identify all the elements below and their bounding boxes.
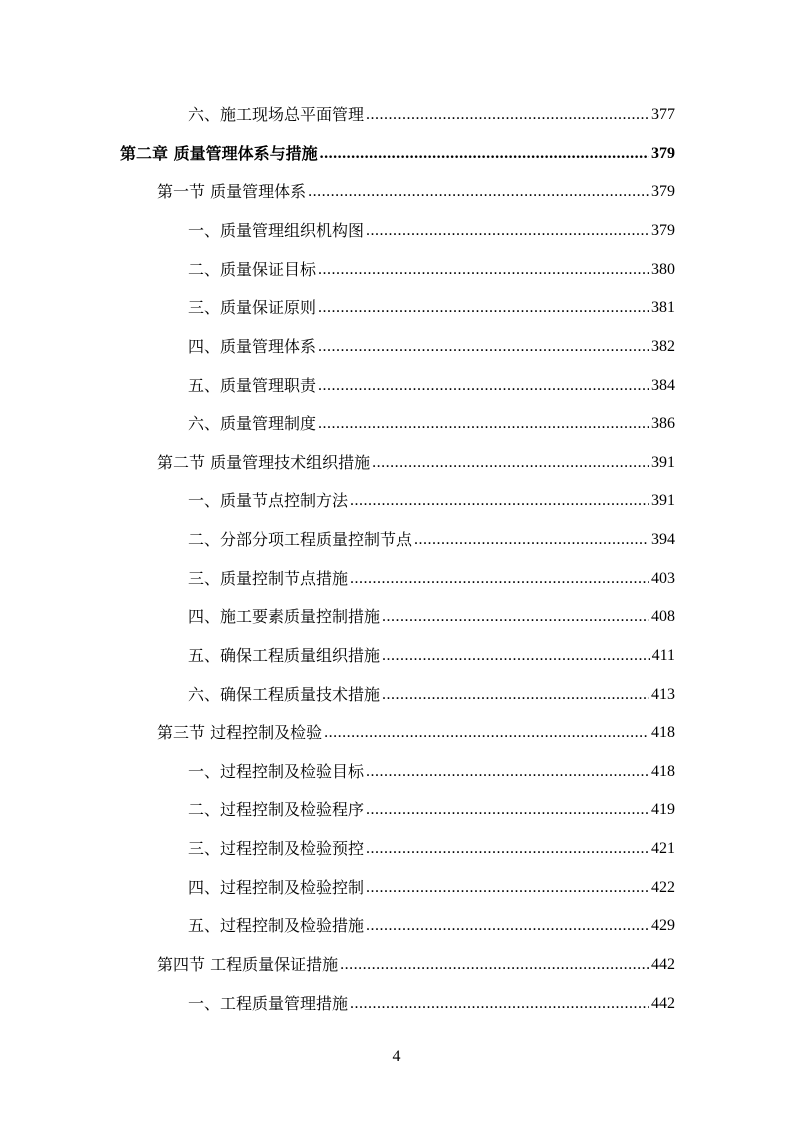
toc-entry[interactable] (188, 834, 675, 864)
toc-entry-title: 第三节 过程控制及检验 (157, 723, 323, 742)
dot-leader (366, 216, 649, 246)
toc-entry-title: 一、工程质量管理措施 (188, 994, 349, 1013)
toc-entry-page: 379 (651, 145, 675, 162)
toc-entry[interactable] (188, 602, 675, 632)
dot-leader (366, 795, 649, 825)
toc-entry-section[interactable] (157, 448, 675, 478)
dot-leader (318, 371, 649, 401)
toc-entry-title: 一、质量节点控制方法 (188, 491, 349, 510)
toc-entry-page: 418 (651, 763, 675, 780)
dot-leader (366, 757, 649, 787)
toc-entry[interactable] (188, 757, 675, 787)
page-number: 4 (392, 1048, 401, 1065)
dot-leader (382, 602, 649, 632)
toc-entry-title: 四、质量管理体系 (188, 337, 317, 356)
toc-entry-title: 二、过程控制及检验程序 (188, 800, 365, 819)
toc-entry-title: 六、施工现场总平面管理 (188, 105, 365, 124)
toc-entry[interactable] (188, 486, 675, 516)
dot-leader (382, 641, 650, 671)
toc-entry[interactable] (188, 255, 675, 285)
toc-entry[interactable] (188, 795, 675, 825)
toc-entry[interactable] (188, 100, 675, 130)
dot-leader (308, 177, 649, 207)
toc-entry-page: 382 (651, 338, 675, 355)
toc-entry[interactable] (188, 641, 675, 671)
toc-entry-page: 380 (651, 261, 675, 278)
toc-entry-title: 六、质量管理制度 (188, 414, 317, 433)
toc-entry-title: 四、过程控制及检验控制 (188, 878, 365, 897)
toc-entry-page: 384 (651, 377, 675, 394)
dot-leader (324, 718, 649, 748)
toc-entry-page: 386 (651, 415, 675, 432)
toc-entry-page: 413 (651, 686, 675, 703)
dot-leader (366, 834, 649, 864)
toc-entry-page: 391 (651, 454, 675, 471)
dot-leader (318, 332, 649, 362)
toc-entry-title: 第二节 质量管理技术组织措施 (157, 453, 371, 472)
dot-leader (350, 989, 649, 1019)
toc-entry-page: 408 (651, 608, 675, 625)
toc-entry[interactable] (188, 564, 675, 594)
dot-leader (350, 486, 649, 516)
toc-entry-page: 377 (651, 106, 675, 123)
dot-leader (318, 255, 649, 285)
dot-leader (366, 100, 649, 130)
toc-entry-title: 四、施工要素质量控制措施 (188, 607, 381, 626)
toc-entry-title: 一、质量管理组织机构图 (188, 221, 365, 240)
toc-entry-title: 六、确保工程质量技术措施 (188, 685, 381, 704)
toc-entry-section[interactable] (157, 950, 675, 980)
toc-entry-page: 442 (651, 956, 675, 973)
dot-leader (318, 293, 649, 323)
dot-leader (382, 680, 649, 710)
toc-entry[interactable] (188, 409, 675, 439)
toc-entry-title: 五、过程控制及检验措施 (188, 916, 365, 935)
toc-entry-title: 第一节 质量管理体系 (157, 182, 307, 201)
dot-leader (340, 950, 649, 980)
toc-entry-page: 429 (651, 917, 675, 934)
toc-entry-title: 一、过程控制及检验目标 (188, 762, 365, 781)
toc-entry-title: 三、过程控制及检验预控 (188, 839, 365, 858)
dot-leader (414, 525, 649, 555)
toc-entry-title: 第二章 质量管理体系与措施 (120, 144, 318, 163)
toc-entry-title: 二、质量保证目标 (188, 260, 317, 279)
dot-leader (318, 409, 649, 439)
toc-entry-title: 三、质量保证原则 (188, 298, 317, 317)
toc-entry[interactable] (188, 293, 675, 323)
toc-entry-page: 381 (651, 299, 675, 316)
toc-entry-page: 421 (651, 840, 675, 857)
toc-entry-title: 第四节 工程质量保证措施 (157, 955, 339, 974)
toc-entry-page: 442 (651, 995, 675, 1012)
toc-entry-page: 403 (651, 570, 675, 587)
toc-entry-page: 422 (651, 879, 675, 896)
toc-entry-title: 二、分部分项工程质量控制节点 (188, 530, 413, 549)
toc-entry-page: 411 (651, 647, 675, 664)
toc-entry[interactable] (188, 332, 675, 362)
toc-entry[interactable] (188, 216, 675, 246)
toc-entry-page: 419 (651, 801, 675, 818)
toc-entry-page: 391 (651, 492, 675, 509)
toc-entry[interactable] (188, 371, 675, 401)
toc-entry-page: 379 (651, 183, 675, 200)
dot-leader (366, 873, 649, 903)
toc-entry-page: 394 (651, 531, 675, 548)
dot-leader (372, 448, 649, 478)
dot-leader (366, 911, 649, 941)
toc-entry-chapter[interactable] (120, 139, 675, 169)
toc-entry-section[interactable] (157, 177, 675, 207)
toc-entry-section[interactable] (157, 718, 675, 748)
dot-leader (320, 139, 649, 169)
toc-entry-page: 418 (651, 724, 675, 741)
toc-entry[interactable] (188, 680, 675, 710)
toc-entry[interactable] (188, 989, 675, 1019)
toc-entry-title: 五、确保工程质量组织措施 (188, 646, 381, 665)
toc-entry-title: 五、质量管理职责 (188, 376, 317, 395)
dot-leader (350, 564, 649, 594)
toc-entry-page: 379 (651, 222, 675, 239)
toc-entry[interactable] (188, 911, 675, 941)
toc-entry[interactable] (188, 873, 675, 903)
toc-entry-title: 三、质量控制节点措施 (188, 569, 349, 588)
toc-entry[interactable] (188, 525, 675, 555)
